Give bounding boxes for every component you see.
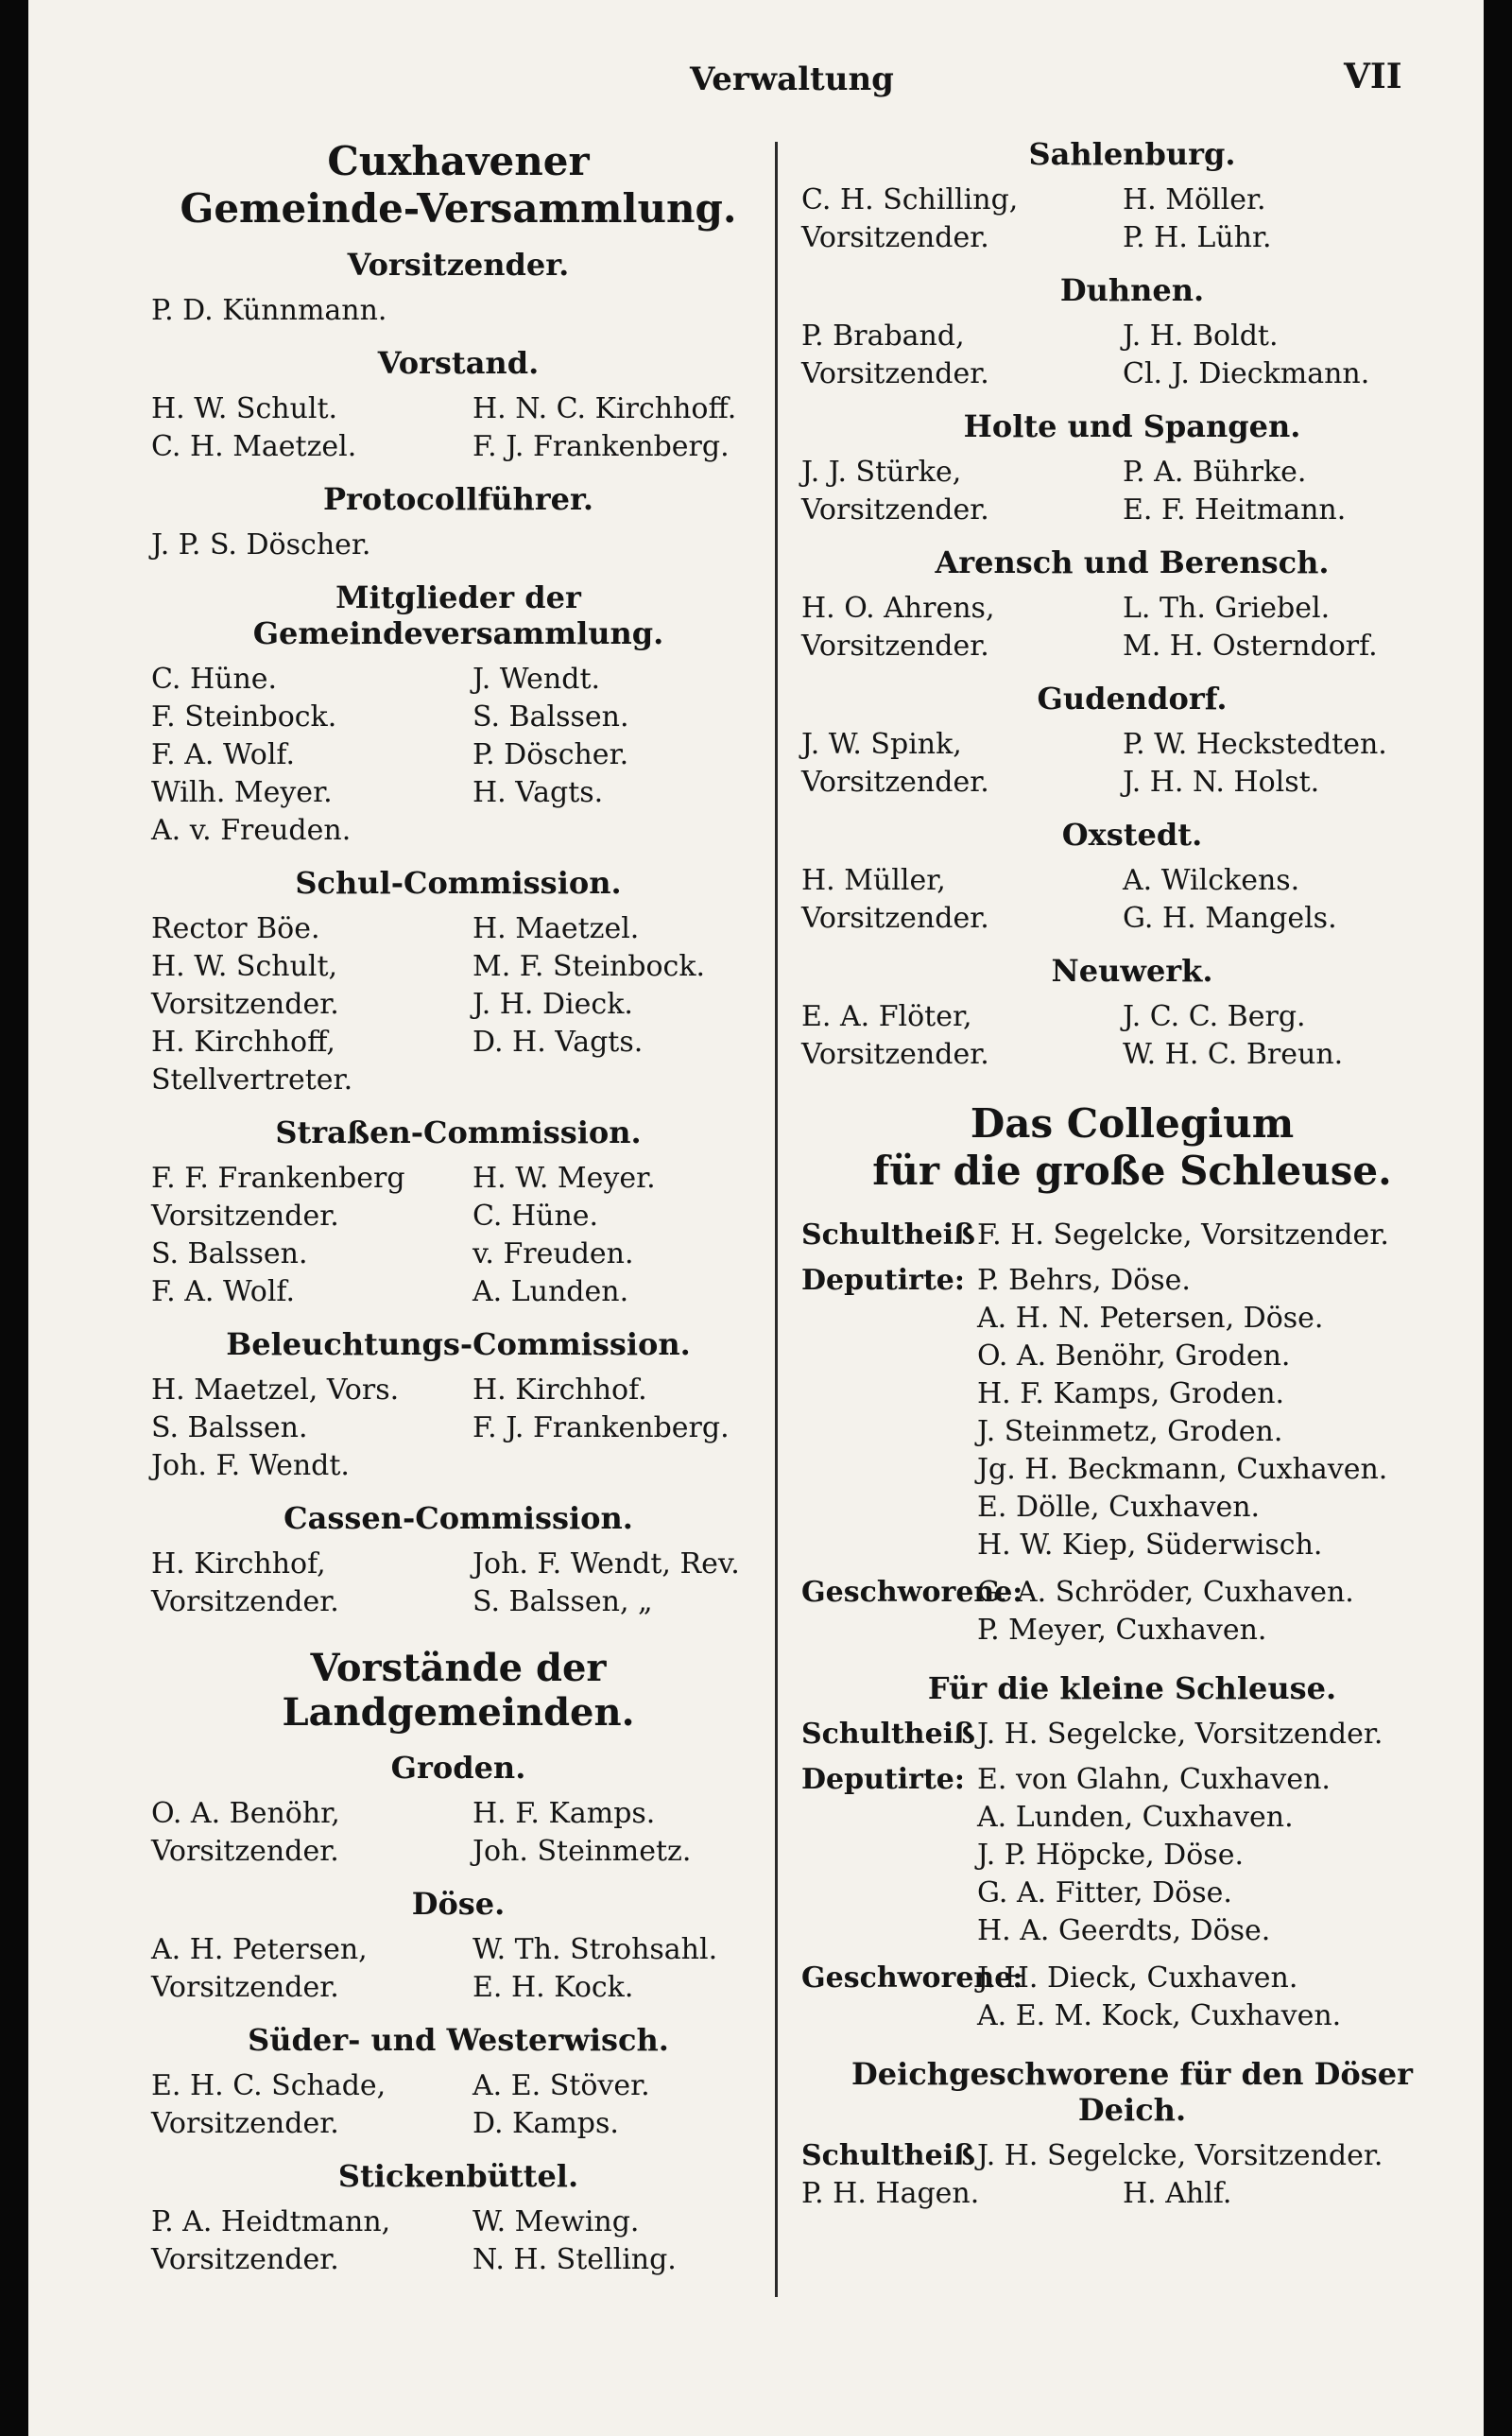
name-right: P. Döscher.: [472, 738, 629, 772]
name-row: [151, 1198, 765, 1235]
name-row: [801, 590, 1463, 628]
roster-row: [801, 1612, 1463, 1650]
roster-row: [801, 1489, 1463, 1527]
doese-heading: Döse.: [411, 1886, 506, 1923]
name-right: N. H. Stelling.: [472, 2243, 677, 2277]
name-right: A. Lunden.: [472, 1275, 629, 1309]
name-left: P. H. Hagen.: [801, 2177, 980, 2211]
klein-geschworene: [801, 1960, 1463, 2035]
roster-row: [801, 1300, 1463, 1338]
name-row: [151, 1372, 765, 1409]
roster-row: [801, 1574, 1463, 1612]
roster-entry: E. Dölle, Cuxhaven.: [977, 1491, 1261, 1525]
name-right: J. H. N. Holst.: [1123, 766, 1320, 799]
name-left: H. W. Schult.: [151, 392, 338, 426]
name-left: H. Müller,: [801, 864, 946, 897]
name-right: H. N. C. Kirchhoff.: [472, 392, 737, 426]
protocoll-heading: Protocollführer.: [322, 481, 594, 518]
name-row: [151, 2203, 765, 2241]
name-left: J. W. Spink,: [801, 728, 962, 761]
name-right: W. Mewing.: [472, 2205, 640, 2239]
name-right: v. Freuden.: [472, 1237, 634, 1271]
gross-deputirte: [801, 1262, 1463, 1564]
holte-heading: Holte und Spangen.: [963, 408, 1301, 444]
name-left: Joh. F. Wendt.: [151, 1449, 350, 1483]
name-left: J. J. Stürke,: [801, 456, 962, 489]
name-right: M. H. Osterndorf.: [1123, 630, 1378, 663]
name-row: [801, 2175, 1463, 2213]
name-right: H. Vagts.: [472, 776, 604, 810]
name-right: D. Kamps.: [472, 2107, 619, 2141]
name-row: [151, 1583, 765, 1621]
name-right: Joh. F. Wendt, Rev.: [472, 1547, 740, 1581]
roster-entry: H. F. Kamps, Groden.: [977, 1377, 1285, 1411]
oxstedt-list: [801, 862, 1463, 938]
protocoll-name: J. P. S. Döscher.: [151, 528, 371, 562]
roster-entry: Jg. H. Beckmann, Cuxhaven.: [977, 1453, 1388, 1487]
name-left: E. H. C. Schade,: [151, 2069, 387, 2103]
roster-row: [801, 1451, 1463, 1489]
name-right: S. Balssen, „: [472, 1585, 653, 1619]
name-row: [151, 736, 765, 774]
name-left: H. Kirchhoff,: [151, 1026, 335, 1060]
deich-schultheiss-row: [801, 2137, 1463, 2175]
name-left: F. Steinbock.: [151, 700, 337, 734]
name-left: C. Hüne.: [151, 663, 278, 697]
schul-heading: Schul-Commission.: [295, 865, 622, 902]
name-left: Rector Böe.: [151, 912, 320, 946]
roster-entry: H. W. Kiep, Süderwisch.: [977, 1529, 1323, 1563]
name-left: O. A. Benöhr,: [151, 1797, 340, 1831]
name-right: H. W. Meyer.: [472, 1162, 656, 1196]
name-row: [151, 774, 765, 812]
roster-label: Deputirte:: [801, 1763, 965, 1797]
groden-list: [151, 1795, 765, 1871]
name-right: Cl. J. Dieckmann.: [1123, 357, 1370, 390]
name-left: Vorsitzender.: [151, 1200, 339, 1234]
name-left: Vorsitzender.: [151, 1585, 339, 1619]
oxstedt-heading: Oxstedt.: [1061, 817, 1203, 853]
name-row: [151, 948, 765, 986]
groden-heading: Groden.: [390, 1750, 526, 1787]
roster-row: [801, 1960, 1463, 1997]
name-right: F. J. Frankenberg.: [472, 1411, 730, 1445]
name-right: P. H. Lühr.: [1123, 221, 1272, 254]
gross-schultheiss-name: F. H. Segelcke, Vorsitzender.: [977, 1218, 1389, 1253]
name-row: [801, 454, 1463, 492]
name-left: Vorsitzender.: [151, 1835, 339, 1869]
name-row: [151, 428, 765, 466]
roster-row: [801, 1262, 1463, 1300]
deich-heading: Deichgeschworene für den Döser Deich.: [851, 2056, 1413, 2129]
name-right: J. H. Boldt.: [1123, 320, 1279, 353]
beleuchtung-list: [151, 1372, 765, 1485]
duhnen-list: [801, 318, 1463, 393]
deich-list: [801, 2175, 1463, 2213]
name-row: [151, 1447, 765, 1485]
name-row: [151, 699, 765, 736]
name-row: [151, 1062, 765, 1099]
name-right: H. Maetzel.: [472, 912, 640, 946]
name-left: Vorsitzender.: [151, 1971, 339, 2005]
main-title-line2: Gemeinde-Versammlung.: [180, 184, 737, 232]
name-row: [151, 1546, 765, 1583]
name-row: [151, 986, 765, 1024]
name-right: Joh. Steinmetz.: [472, 1835, 692, 1869]
name-row: [151, 1160, 765, 1198]
vorsitzender-heading: Vorsitzender.: [347, 247, 570, 284]
cassen-heading: Cassen-Commission.: [284, 1500, 633, 1537]
name-left: Vorsitzender.: [801, 902, 989, 935]
collegium-title: [801, 1100, 1463, 1194]
duhnen-heading: Duhnen.: [1059, 272, 1205, 308]
name-left: Vorsitzender.: [801, 630, 989, 663]
mitglieder-heading: Mitglieder der Gemeindeversammlung.: [252, 579, 664, 652]
roster-entry: J. Steinmetz, Groden.: [977, 1415, 1283, 1449]
name-row: [151, 2067, 765, 2105]
name-row: [151, 910, 765, 948]
name-left: Vorsitzender.: [801, 493, 989, 527]
main-title-line1: Cuxhavener: [327, 138, 590, 184]
roster-entry: G. A. Schröder, Cuxhaven.: [977, 1576, 1354, 1610]
sticken-heading: Stickenbüttel.: [337, 2158, 579, 2195]
mitglieder-list: [151, 661, 765, 850]
roster-entry: E. von Glahn, Cuxhaven.: [977, 1763, 1331, 1797]
name-row: [801, 998, 1463, 1036]
name-left: F. A. Wolf.: [151, 738, 295, 772]
roster-row: [801, 1338, 1463, 1375]
gudendorf-heading: Gudendorf.: [1037, 681, 1228, 717]
left-column: [151, 132, 765, 2279]
name-right: W. Th. Strohsahl.: [472, 1933, 718, 1967]
name-left: Vorsitzender.: [151, 2107, 339, 2141]
sueder-list: [151, 2067, 765, 2143]
name-left: Wilh. Meyer.: [151, 776, 333, 810]
roster-label: Geschworene:: [801, 1961, 1023, 1995]
gross-schultheiss-label: Schultheiß: [801, 1218, 975, 1253]
vorstand-list: [151, 390, 765, 466]
name-right: J. C. C. Berg.: [1123, 1000, 1306, 1033]
name-right: F. J. Frankenberg.: [472, 430, 730, 464]
name-left: H. Maetzel, Vors.: [151, 1373, 400, 1408]
name-right: H. Kirchhof.: [472, 1373, 647, 1408]
deich-schultheiss-name: J. H. Segelcke, Vorsitzender.: [977, 2139, 1383, 2173]
name-row: [151, 1024, 765, 1062]
name-row: [801, 862, 1463, 900]
name-left: P. Braband,: [801, 320, 965, 353]
name-left: Vorsitzender.: [801, 1038, 989, 1071]
roster-entry: P. Meyer, Cuxhaven.: [977, 1614, 1267, 1648]
roster-label: Deputirte:: [801, 1264, 965, 1298]
name-left: E. A. Flöter,: [801, 1000, 972, 1033]
name-row: [151, 1931, 765, 1969]
collegium-line2: für die große Schleuse.: [872, 1147, 1392, 1194]
name-left: H. O. Ahrens,: [801, 592, 995, 625]
name-row: [151, 1409, 765, 1447]
name-row: [801, 628, 1463, 665]
name-left: Vorsitzender.: [151, 988, 339, 1022]
name-right: H. F. Kamps.: [472, 1797, 656, 1831]
sahlenburg-heading: Sahlenburg.: [1028, 136, 1236, 172]
roster-entry: H. A. Geerdts, Döse.: [977, 1914, 1271, 1948]
name-left: C. H. Schilling,: [801, 183, 1019, 216]
name-left: F. A. Wolf.: [151, 1275, 295, 1309]
sueder-heading: Süder- und Westerwisch.: [248, 2022, 669, 2059]
landgemeinden-title: Vorstände der Landgemeinden.: [282, 1646, 635, 1736]
name-right: J. Wendt.: [472, 663, 601, 697]
right-column: [801, 132, 1463, 2213]
name-left: A. v. Freuden.: [151, 814, 352, 848]
roster-row: [801, 1799, 1463, 1837]
name-right: M. F. Steinbock.: [472, 950, 706, 984]
schul-list: [151, 910, 765, 1099]
name-left: Vorsitzender.: [801, 357, 989, 390]
roster-label: Geschworene:: [801, 1576, 1023, 1610]
name-left: Stellvertreter.: [151, 1063, 353, 1097]
name-right: J. H. Dieck.: [472, 988, 633, 1022]
neuwerk-list: [801, 998, 1463, 1074]
roster-row: [801, 1527, 1463, 1564]
beleuchtung-heading: Beleuchtungs-Commission.: [226, 1326, 691, 1363]
klein-schultheiss-name: J. H. Segelcke, Vorsitzender.: [977, 1718, 1383, 1752]
name-row: [801, 181, 1463, 219]
roster-entry: A. Lunden, Cuxhaven.: [977, 1801, 1294, 1835]
name-row: [151, 1273, 765, 1311]
name-left: P. A. Heidtmann,: [151, 2205, 391, 2239]
name-left: C. H. Maetzel.: [151, 430, 357, 464]
name-row: [151, 1833, 765, 1871]
name-row: [801, 1036, 1463, 1074]
name-right: P. W. Heckstedten.: [1123, 728, 1387, 761]
name-row: [151, 1969, 765, 2007]
scanned-page: [28, 0, 1484, 2436]
name-row: [801, 492, 1463, 529]
name-row: [151, 1235, 765, 1273]
name-right: L. Th. Griebel.: [1123, 592, 1331, 625]
sahlenburg-list: [801, 181, 1463, 257]
name-left: A. H. Petersen,: [151, 1933, 368, 1967]
name-row: [801, 355, 1463, 393]
name-row: [151, 661, 765, 699]
roster-row: [801, 1997, 1463, 2035]
gross-schultheiss-row: [801, 1217, 1463, 1254]
roster-entry: J. P. Höpcke, Döse.: [977, 1839, 1244, 1873]
strassen-list: [151, 1160, 765, 1311]
name-left: Vorsitzender.: [801, 766, 989, 799]
roster-row: [801, 1413, 1463, 1451]
vorsitzender-name: P. D. Künnmann.: [151, 294, 387, 328]
name-right: H. Ahlf.: [1123, 2177, 1232, 2211]
roster-entry: O. A. Benöhr, Groden.: [977, 1339, 1291, 1373]
page-number: VII: [1344, 57, 1402, 96]
name-left: Vorsitzender.: [151, 2243, 339, 2277]
name-row: [801, 726, 1463, 764]
name-left: Vorsitzender.: [801, 221, 989, 254]
name-row: [151, 2241, 765, 2279]
roster-row: [801, 1375, 1463, 1413]
roster-row: [801, 1761, 1463, 1799]
name-right: D. H. Vagts.: [472, 1026, 644, 1060]
roster-row: [801, 1875, 1463, 1912]
name-right: C. Hüne.: [472, 1200, 599, 1234]
doese-list: [151, 1931, 765, 2007]
roster-entry: J. H. Dieck, Cuxhaven.: [977, 1961, 1298, 1995]
neuwerk-heading: Neuwerk.: [1051, 953, 1213, 989]
name-row: [151, 812, 765, 850]
sticken-list: [151, 2203, 765, 2279]
name-row: [801, 900, 1463, 938]
name-left: H. Kirchhof,: [151, 1547, 326, 1581]
roster-entry: A. E. M. Kock, Cuxhaven.: [977, 1999, 1342, 2033]
strassen-heading: Straßen-Commission.: [275, 1114, 642, 1151]
name-left: S. Balssen.: [151, 1411, 308, 1445]
column-divider: [775, 142, 778, 2297]
klein-schultheiss-row: [801, 1716, 1463, 1754]
holte-list: [801, 454, 1463, 529]
name-row: [151, 1795, 765, 1833]
klein-schultheiss-label: Schultheiß: [801, 1718, 975, 1752]
name-row: [801, 318, 1463, 355]
main-title: [151, 138, 765, 232]
name-left: F. F. Frankenberg: [151, 1162, 405, 1196]
roster-row: [801, 1837, 1463, 1875]
deich-schultheiss-label: Schultheiß: [801, 2139, 975, 2173]
name-right: E. F. Heitmann.: [1123, 493, 1347, 527]
collegium-line1: Das Collegium: [970, 1100, 1295, 1147]
name-right: W. H. C. Breun.: [1123, 1038, 1344, 1071]
arensch-list: [801, 590, 1463, 665]
name-right: G. H. Mangels.: [1123, 902, 1337, 935]
name-left: H. W. Schult,: [151, 950, 338, 984]
roster-row: [801, 1912, 1463, 1950]
name-right: A. Wilckens.: [1123, 864, 1300, 897]
name-row: [801, 764, 1463, 802]
name-right: H. Möller.: [1123, 183, 1266, 216]
klein-heading: Für die kleine Schleuse.: [927, 1670, 1337, 1707]
name-right: A. E. Stöver.: [472, 2069, 650, 2103]
roster-entry: P. Behrs, Döse.: [977, 1264, 1191, 1298]
gross-geschworene: [801, 1574, 1463, 1650]
name-row: [151, 2105, 765, 2143]
name-right: S. Balssen.: [472, 700, 629, 734]
roster-entry: A. H. N. Petersen, Döse.: [977, 1302, 1324, 1336]
cassen-list: [151, 1546, 765, 1621]
name-right: P. A. Bührke.: [1123, 456, 1307, 489]
name-row: [151, 390, 765, 428]
gudendorf-list: [801, 726, 1463, 802]
name-row: [801, 219, 1463, 257]
running-title: Verwaltung: [690, 60, 894, 98]
name-left: S. Balssen.: [151, 1237, 308, 1271]
roster-entry: G. A. Fitter, Döse.: [977, 1876, 1232, 1910]
arensch-heading: Arensch und Berensch.: [935, 544, 1330, 580]
vorstand-heading: Vorstand.: [377, 345, 540, 382]
klein-deputirte: [801, 1761, 1463, 1950]
name-right: E. H. Kock.: [472, 1971, 634, 2005]
